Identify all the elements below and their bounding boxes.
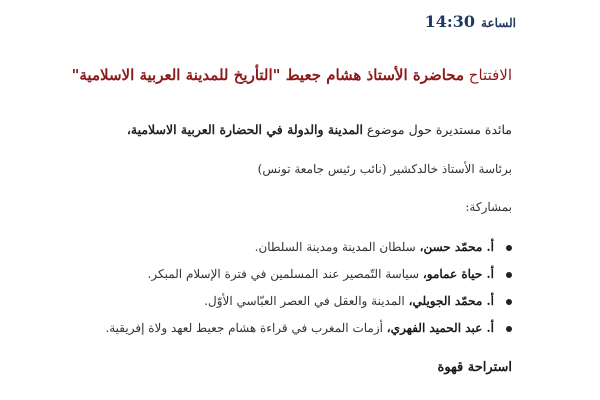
participant-topic: سياسة التّمصير عند المسلمين في فترة الإسلام المبكر. bbox=[147, 267, 420, 281]
participant-topic: المدينة والعقل في العصر العبّاسي الأوّل. bbox=[204, 294, 405, 308]
participant-name: أ. محمّد الجويلي، bbox=[408, 294, 494, 308]
participant-name: أ. عبد الحميد الفهري، bbox=[386, 321, 494, 335]
list-item bbox=[40, 267, 512, 294]
session-time bbox=[425, 12, 516, 31]
list-item bbox=[40, 294, 512, 321]
roundtable-line bbox=[40, 122, 512, 137]
bullet-icon bbox=[506, 326, 512, 332]
bullet-icon bbox=[506, 245, 512, 251]
participant-name: أ. محمّد حسن، bbox=[419, 240, 494, 254]
participation-label: بمشاركة: bbox=[465, 200, 512, 214]
list-item bbox=[40, 240, 512, 267]
participant-topic: أزمات المغرب في قراءة هشام جعيط لعهد ولاة إفريقية. bbox=[105, 321, 383, 335]
coffee-break-heading: استراحة قهوة bbox=[437, 360, 512, 375]
bullet-icon bbox=[506, 299, 512, 305]
roundtable-prefix: مائدة مستديرة حول موضوع bbox=[366, 122, 512, 137]
bullet-icon bbox=[506, 272, 512, 278]
chair-line: برئاسة الأستاذ خالدكشير (نائب رئيس جامعة تونس) bbox=[257, 162, 512, 176]
participant-name: أ. حياة عمامو، bbox=[422, 267, 494, 281]
participant-topic: سلطان المدينة ومدينة السلطان. bbox=[254, 240, 416, 254]
opening-prefix: الافتتاح bbox=[468, 66, 512, 84]
time-value: 14:30 bbox=[424, 12, 476, 31]
roundtable-topic: المدينة والدولة في الحضارة العربية الاسلامية، bbox=[126, 122, 363, 137]
participants-list bbox=[40, 240, 512, 348]
list-item bbox=[40, 321, 512, 348]
opening-title: محاضرة الأستاذ هشام جعيط "التأريخ للمدينة العربية الاسلامية" bbox=[71, 66, 465, 84]
time-label: الساعة bbox=[481, 16, 516, 30]
opening-lecture bbox=[72, 66, 512, 84]
